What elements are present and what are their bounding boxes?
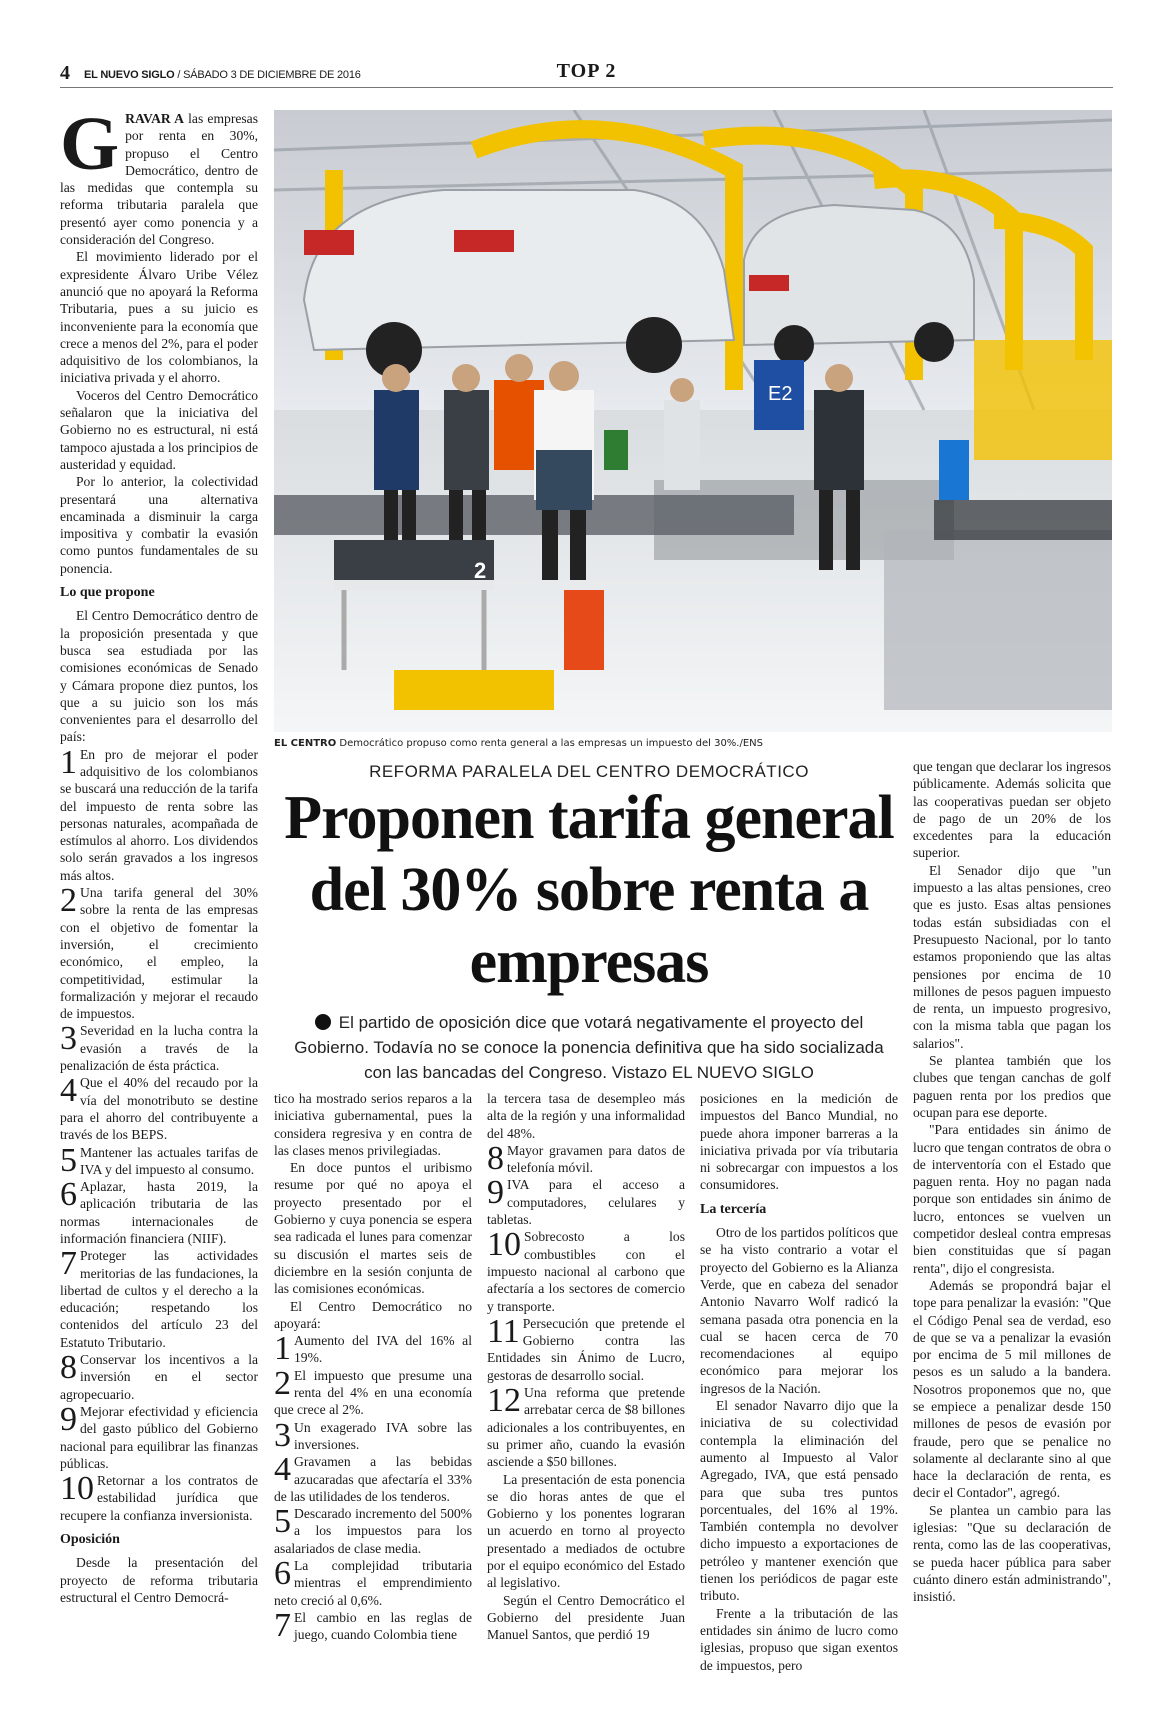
item-text: Retornar a los contratos de estabilidad jurídica que recupere la confianza inversionista.: [60, 1473, 258, 1523]
item-text: Gravamen a las bebidas azucaradas que afectaría el 33% de las utilidades de los tenderos.: [274, 1454, 472, 1504]
paragraph: Frente a la tributación de las entidades sin ánimo de lucro como iglesias, propuso que sigan exentos de impuestos, pero: [700, 1605, 898, 1673]
item-number: 7: [274, 1608, 291, 1644]
photo-caption: [274, 738, 1112, 749]
item-text: Descarado incremento del 500% a los impuestos para los asalariados de clase media.: [274, 1506, 472, 1556]
item-text: El cambio en las reglas de juego, cuando Colombia tiene: [294, 1609, 472, 1643]
list-item: [60, 1247, 258, 1351]
publication-line: [84, 69, 361, 81]
item-text: Mayor gravamen para datos de telefonía móvil.: [507, 1142, 685, 1176]
list-item: [487, 1315, 685, 1384]
item-text: Un exagerado IVA sobre las inversiones.: [294, 1419, 472, 1452]
item-number: 8: [60, 1351, 77, 1387]
caption-text: Democrático propuso como renta general a las empresas un impuesto del 30%./ENS: [336, 738, 764, 749]
item-number: 9: [487, 1176, 504, 1212]
item-number: 3: [60, 1022, 77, 1058]
item-number: 1: [60, 745, 77, 781]
list-item: [60, 1178, 258, 1247]
station-sign: E2: [768, 383, 793, 405]
item-text: El impuesto que presume una renta del 4% en una economía que crece al 2%.: [274, 1367, 472, 1418]
list-item: [60, 884, 258, 1022]
item-number: 4: [60, 1074, 77, 1110]
headline: Proponen tarifa general del 30% sobre renta a empresas: [284, 784, 894, 996]
column-4: [700, 1090, 898, 1710]
list-item: [60, 1351, 258, 1403]
intro-text: las empresas por renta en 30%, propuso el Centro Democrático, dentro de las medidas que contempla su reforma tributaria paralela que presentó ayer como ponencia y a consideración del Congreso.: [60, 111, 258, 248]
list-item: [60, 1472, 258, 1524]
item-text: Aplazar, hasta 2019, la aplicación tributaria de las normas internacionales de información financiera (NIIF).: [60, 1179, 258, 1246]
item-text: Aumento del IVA del 16% al 19%.: [294, 1333, 472, 1366]
paragraph: El Centro Democrático no apoyará:: [274, 1298, 472, 1331]
paragraph: Se plantea un cambio para las iglesias: "Que su declaración de renta, como las de las cooperativas, se pueda hacer pública para saber cuánto dinero están administrando", insistió.: [913, 1502, 1111, 1605]
assembly-line-illustration: [274, 110, 1112, 732]
item-number: 11: [487, 1314, 520, 1350]
item-text: La complejidad tributaria mientras el emprendimiento neto creció al 0,6%.: [274, 1558, 472, 1608]
publication-date: / SÁBADO 3 DE DICIEMBRE DE 2016: [174, 69, 361, 81]
item-number: 12: [487, 1384, 521, 1420]
factory-photo: [274, 110, 1112, 732]
item-number: 10: [487, 1228, 521, 1264]
list-item: [274, 1505, 472, 1557]
drop-cap: G: [60, 110, 120, 186]
list-item: [60, 1074, 258, 1143]
paragraph: El senador Navarro dijo que la iniciativa de su colectividad contempla la eliminación del aumento al Impuesto al Valor Agregado, IVA, que está pensado para que suba tres puntos porcentuales, del 16% al 19%. También contempla no devolver dicho impuesto a exportaciones de petróleo y mantener exención que tienen los periódicos de pagar este tributo.: [700, 1398, 898, 1604]
item-number: 1: [274, 1332, 291, 1367]
cart-number: 2: [474, 558, 487, 583]
list-item: [487, 1142, 685, 1177]
item-number: 2: [274, 1366, 291, 1402]
item-number: 8: [487, 1141, 504, 1177]
caption-lead: EL CENTRO: [274, 738, 337, 749]
paragraph: posiciones en la medición de impuestos del Banco Mundial, no puede ahora imponer barreras a la iniciativa privada por vía tributaria ni sobrecargar con impuestos a los consumidores.: [700, 1091, 898, 1193]
lede: [284, 1010, 894, 1085]
item-number: 10: [60, 1472, 94, 1508]
list-item: [60, 1403, 258, 1472]
paragraph: Voceros del Centro Democrático señalaron que la iniciativa del Gobierno no es estructural, ni está tampoco ajustada a los principios de austeridad y equidad.: [60, 387, 258, 472]
list-item: [274, 1453, 472, 1505]
list-item: [60, 746, 258, 884]
paragraph: que tengan que declarar los ingresos públicamente. Además solicita que las cooperativas puedan ser objeto de pago de un 20% de los excedentes para la educación superior.: [913, 759, 1111, 861]
item-text: Que el 40% del recaudo por la vía del monotributo se destine para el ahorro del contribuyente a través de los BEPS.: [60, 1075, 258, 1143]
list-item: [274, 1332, 472, 1367]
item-text: En pro de mejorar el poder adquisitivo de los colombianos se buscará una reducción de la tarifa del impuesto de renta sobre las personas naturales, acompañada de estímulos al ahorro. Los dividendos solo serán gravados a los ingresos más altos.: [60, 746, 258, 883]
list-item: [60, 1144, 258, 1179]
paragraph: Otro de los partidos políticos que se ha visto contrario a votar el proyecto del Gobierno es la Alianza Verde, que en cabeza del senador Antonio Navarro Wolf radicó la semana pasada otra ponencia en la cual se hacen cerca de 70 recomendaciones al equipo económico para mejorar los ingresos de la Nación.: [700, 1225, 898, 1396]
section-title: TOP 2: [556, 60, 617, 82]
item-number: 5: [60, 1143, 77, 1179]
list-item: [274, 1419, 472, 1454]
list-item: [487, 1384, 685, 1470]
paragraph: El Centro Democrático dentro de la proposición presentada y que busca sea estudiada por las comisiones económicas de Senado y Cámara propone diez puntos, los que a su juicio son los más convenientes para el desarrollo del país:: [60, 608, 258, 745]
subheading-terceria: La tercería: [700, 1201, 767, 1217]
list-item: [60, 1022, 258, 1074]
item-text: Persecución que pretende el Gobierno contra las Entidades sin Ánimo de Lucro, gestoras de desarrollo social.: [487, 1315, 685, 1383]
paragraph: Según el Centro Democrático el Gobierno del presidente Juan Manuel Santos, que perdió 19: [487, 1592, 685, 1643]
lede-text: El partido de oposición dice que votará negativamente el proyecto del Gobierno. Todavía no se conoce la ponencia definitiva que ha sido socializada con las bancadas del Congreso. Vistazo EL NUEVO SIGLO: [294, 1013, 884, 1082]
paragraph: tico ha mostrado serios reparos a la iniciativa gubernamental, pues la considera regresiva y en contra de las clases menos privilegiadas.: [274, 1091, 472, 1158]
list-item: [274, 1609, 472, 1644]
paragraph: "Para entidades sin ánimo de lucro que tengan contratos de obra o de interventoría con el Estado que paguen renta. Hoy no pagan nada porque son entidades sin ánimo de lucro, entonces se vuelven un competidor desleal contra empresas bien constituidas que sí pagan renta", dijo el congresista.: [913, 1122, 1111, 1276]
paragraph: La presentación de esta ponencia se dio horas antes de que el Gobierno y los ponentes lograran un acuerdo en torno al proyecto presentado a mediados de octubre por el equipo económico del Estado al legislativo.: [487, 1471, 685, 1591]
paragraph: El Senador dijo que "un impuesto a las altas pensiones, creo que es justo. Esas altas pensiones todas están subsidiadas con el Presupuesto Nacional, por lo tanto estamos proponiendo que las altas pensiones por encima de 10 millones de pesos paguen impuesto de renta, un impuesto progresivo, con la misma tabla que pagan los salarios".: [913, 862, 1111, 1051]
column-3: [487, 1090, 685, 1710]
item-text: Mantener las actuales tarifas de IVA y del impuesto al consumo.: [80, 1144, 258, 1177]
intro-bold: RAVAR A: [125, 111, 184, 126]
item-text: IVA para el acceso a computadores, celulares y tabletas.: [487, 1177, 685, 1228]
bullet-icon: [315, 1014, 331, 1030]
item-text: Severidad en la lucha contra la evasión a través de la penalización de ésta práctica.: [60, 1023, 258, 1074]
paragraph: Desde la presentación del proyecto de reforma tributaria estructural el Centro Democrá-: [60, 1555, 258, 1605]
paragraph: Por lo anterior, la colectividad presentará una alternativa encaminada a disminuir la carga impositiva y combatir la evasión como puntos fundamentales de su ponencia.: [60, 474, 258, 576]
item-text: Mejorar efectividad y eficiencia del gasto público del Gobierno nacional para equilibrar las finanzas públicas.: [60, 1403, 258, 1471]
page-number: 4: [60, 62, 70, 84]
kicker: REFORMA PARALELA DEL CENTRO DEMOCRÁTICO: [369, 762, 809, 781]
subheading-propone: Lo que propone: [60, 585, 155, 601]
item-number: 6: [274, 1557, 291, 1593]
item-number: 5: [274, 1505, 291, 1541]
item-text: Proteger las actividades meritorias de las fundaciones, la libertad de cultos y el derecho a la educación; respetando los contenidos del artículo 23 del Estatuto Tributario.: [60, 1248, 258, 1350]
item-number: 7: [60, 1247, 77, 1283]
paragraph: El movimiento liderado por el expresidente Álvaro Uribe Vélez anunció que no apoyará la Reforma Tributaria, pues a su juicio es inconveniente para la economía que crece a menos del 2%, para el poder adquisitivo de los colombianos, la iniciativa privada y el ahorro.: [60, 249, 258, 386]
column-1: [60, 110, 258, 1710]
paragraph: En doce puntos el uribismo resume por qué no apoya el proyecto presentado por el Gobierno y cuya ponencia se espera sea radicada el lunes para comenzar su discusión el martes seis de diciembre en la sesión conjunta de las comisiones económicas.: [274, 1160, 472, 1297]
item-number: 3: [274, 1418, 291, 1454]
item-number: 9: [60, 1402, 77, 1438]
item-text: Una reforma que pretende arrebatar cerca de $8 billones adicionales a los contribuyentes, en su primer año, cuando la evasión asciende a $50 billones.: [487, 1385, 685, 1470]
item-number: 6: [60, 1178, 77, 1214]
item-text: Una tarifa general del 30% sobre la renta de las empresas con el objetivo de fomentar la inversión, el crecimiento económico, el empleo, la competitividad, estimular la formalización y mejorar el recaudo de impuestos.: [60, 885, 258, 1022]
column-2: [274, 1090, 472, 1710]
item-text: Conservar los incentivos a la inversión en el sector agropecuario.: [60, 1352, 258, 1402]
paragraph: la tercera tasa de desempleo más alta de la región y una informalidad del 48%.: [487, 1091, 685, 1141]
list-item: [487, 1228, 685, 1314]
paragraph: Además se propondrá bajar el tope para penalizar la evasión: "Que el Código Penal sea de verdad, eso de que se va a penalizar la evasión por encima de 5 mil millones de pesos es un saludo a la bandera. Nosotros proponemos que no, que se empiece a penalizar desde 150 millones de pesos de evasión por fraude, pero que se penalice no solamente al declarante sino al que hace la declaración de renta, es decir el Contador", agregó.: [913, 1277, 1111, 1501]
subheading-oposicion: Oposición: [60, 1532, 120, 1548]
item-number: 2: [60, 884, 77, 920]
list-item: [274, 1367, 472, 1419]
intro-paragraph: [60, 110, 258, 248]
item-number: 4: [274, 1453, 291, 1489]
list-item: [274, 1557, 472, 1609]
publication-name: EL NUEVO SIGLO: [84, 69, 175, 81]
column-5: [913, 758, 1111, 1710]
list-item: [487, 1176, 685, 1228]
paragraph: Se plantea también que los clubes que tengan canchas de golf paguen renta por los predios que ocupan para ese deporte.: [913, 1053, 1111, 1120]
page-header: [60, 60, 1113, 88]
item-text: Sobrecosto a los combustibles con el impuesto nacional al carbono que afectaría a los sectores de comercio y transporte.: [487, 1229, 685, 1314]
